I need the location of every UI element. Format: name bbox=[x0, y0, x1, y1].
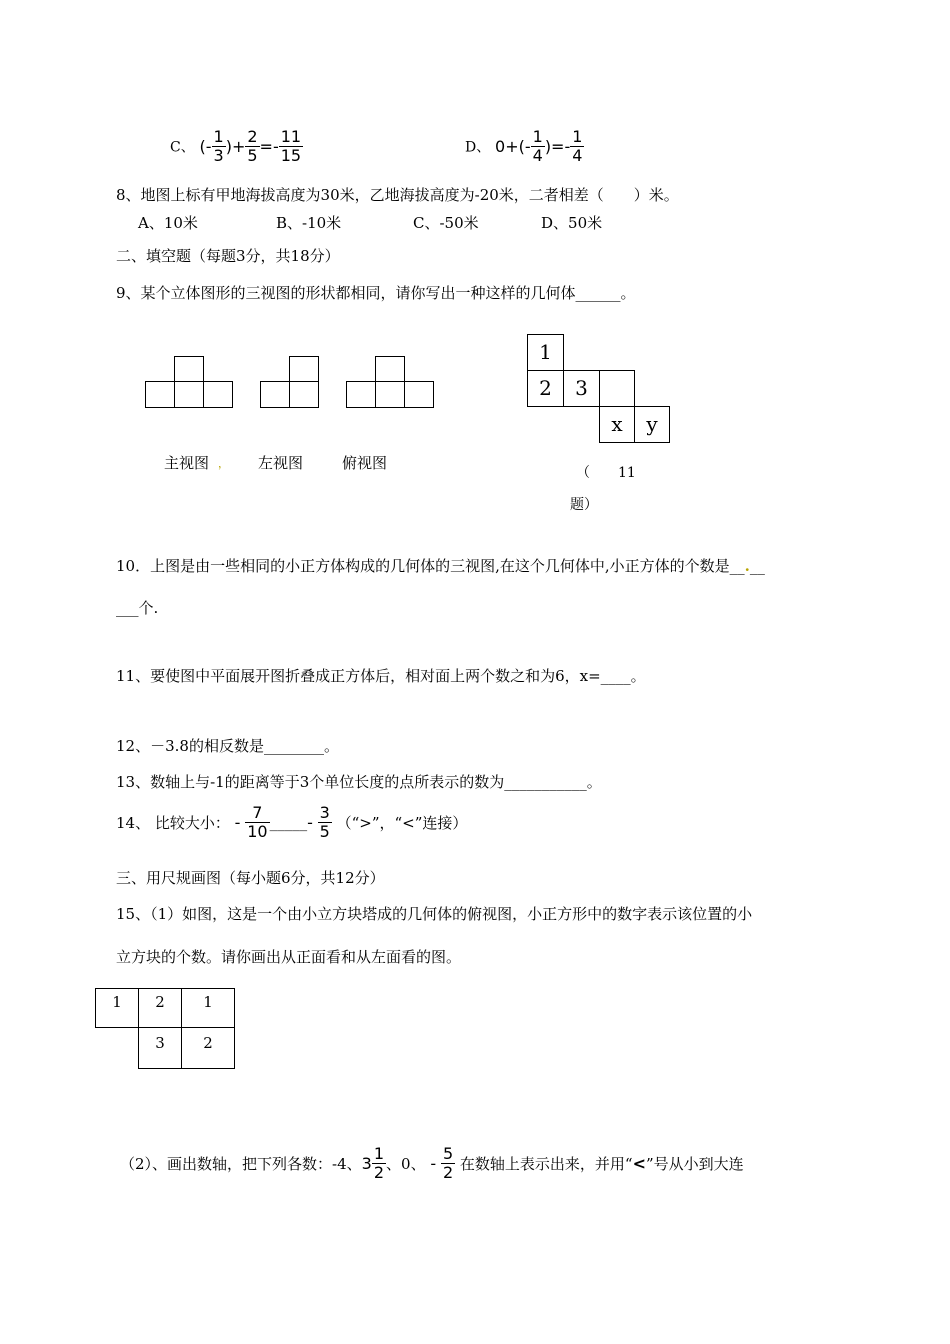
q15p2-label: （2）、画出数轴，把下列各数：-4、 bbox=[120, 1155, 362, 1173]
net-cell-1: 1 bbox=[527, 334, 564, 371]
grid-cell: 1 bbox=[181, 988, 235, 1028]
q10-dot: . bbox=[744, 557, 750, 575]
net-cell-blank bbox=[599, 370, 635, 407]
q15p2-lt: < bbox=[632, 1154, 646, 1173]
q8-option-d: D、50米 bbox=[541, 214, 603, 232]
grid-cell: 3 bbox=[138, 1027, 182, 1069]
q10-text-cont: ___个. bbox=[116, 599, 159, 617]
q7-c-plus: )+ bbox=[225, 137, 246, 156]
q7-c-label: C、 bbox=[170, 139, 195, 156]
q7-c-frac3: $\frac{11}{15}$ bbox=[280, 127, 302, 165]
net-cell-x: x bbox=[599, 406, 635, 443]
q15p2-tail2: ”号从小到大连 bbox=[645, 1155, 744, 1173]
left-view-label: 左视图 bbox=[258, 454, 304, 472]
front-view-label: 主视图 bbox=[164, 454, 210, 472]
q10-tail-blank: __ bbox=[749, 557, 765, 575]
q7-d-left: 0+(- bbox=[495, 137, 531, 156]
q14-frac2: $\frac{3}{5}$ bbox=[319, 803, 330, 841]
top-view-label: 俯视图 bbox=[342, 454, 388, 472]
q8-text: 8、地图上标有甲地海拔高度为30米，乙地海拔高度为-20米，二者相差（ ）米。 bbox=[116, 186, 679, 204]
q7-c-frac1: $\frac{1}{3}$ bbox=[213, 127, 224, 165]
net-cell-2: 2 bbox=[527, 370, 564, 407]
q14-tail: （“>”，“<”连接） bbox=[336, 814, 468, 832]
q8-option-c: C、-50米 bbox=[413, 214, 479, 232]
q14-frac1: $\frac{7}{10}$ bbox=[247, 803, 268, 841]
q14-text bbox=[116, 804, 467, 841]
q7-option-d bbox=[465, 128, 584, 165]
net-cell-y: y bbox=[634, 406, 670, 443]
q15p2-tail1: 在数轴上表示出来，并用“ bbox=[455, 1155, 633, 1173]
q14-minus2: - bbox=[307, 813, 313, 832]
q15-part2-text bbox=[120, 1145, 744, 1182]
net-caption-line2: 题） bbox=[570, 497, 598, 513]
q7-c-frac2: $\frac{2}{5}$ bbox=[247, 127, 258, 165]
q7-d-frac2: $\frac{1}{4}$ bbox=[572, 127, 583, 165]
net-cell-3: 3 bbox=[563, 370, 600, 407]
q10-text bbox=[116, 555, 765, 576]
q7-c-lparen: (- bbox=[199, 137, 212, 156]
q7-d-eq: )=- bbox=[544, 137, 571, 156]
q15p2-frac1: $\frac{1}{2}$ bbox=[373, 1144, 385, 1182]
q15p2-mid: 、0、 bbox=[386, 1155, 426, 1173]
q12-text: 12、－3.8的相反数是________。 bbox=[116, 737, 339, 755]
front-view-mark: ， bbox=[218, 457, 229, 470]
q15p2-frac2: $\frac{5}{2}$ bbox=[442, 1144, 454, 1182]
q10-main: 10．上图是由一些相同的小正方体构成的几何体的三视图,在这个几何体中,小正方体的个数是__ bbox=[116, 557, 745, 575]
section-2-heading: 二、填空题（每题3分，共18分） bbox=[116, 247, 340, 265]
grid-cell: 2 bbox=[138, 988, 182, 1028]
grid-cell: 2 bbox=[181, 1027, 235, 1069]
q14-blank: _____ bbox=[269, 813, 308, 832]
section-3-heading: 三、用尺规画图（每小题6分，共12分） bbox=[116, 869, 385, 887]
q7-option-c bbox=[170, 128, 303, 165]
grid-cell: 1 bbox=[95, 988, 139, 1028]
q8-option-a: A、10米 bbox=[138, 214, 198, 232]
q8-option-b: B、-10米 bbox=[276, 214, 342, 232]
q13-text: 13、数轴上与-1的距离等于3个单位长度的点所表示的数为___________。 bbox=[116, 773, 602, 791]
q15-text-line2: 立方块的个数。请你画出从正面看和从左面看的图。 bbox=[116, 948, 462, 966]
net-caption-line1: （ 11 bbox=[576, 465, 636, 481]
q11-text: 11、要使图中平面展开图折叠成正方体后，相对面上两个数之和为6，x=____。 bbox=[116, 667, 646, 685]
q14-minus1: - bbox=[234, 813, 241, 832]
q9-text: 9、某个立体图形的三视图的形状都相同，请你写出一种这样的几何体______。 bbox=[116, 284, 636, 302]
q15-text-line1: 15、（1）如图，这是一个由小立方块塔成的几何体的俯视图，小正方形中的数字表示该位置的小 bbox=[116, 905, 753, 923]
q7-d-frac1: $\frac{1}{4}$ bbox=[532, 127, 543, 165]
q14-label: 14、 比较大小： bbox=[116, 814, 230, 832]
q7-d-label: D、 bbox=[465, 139, 491, 156]
q15p2-whole: 3 bbox=[361, 1154, 372, 1173]
q15p2-minus: - bbox=[430, 1154, 437, 1173]
q7-c-eq: =- bbox=[259, 137, 279, 156]
